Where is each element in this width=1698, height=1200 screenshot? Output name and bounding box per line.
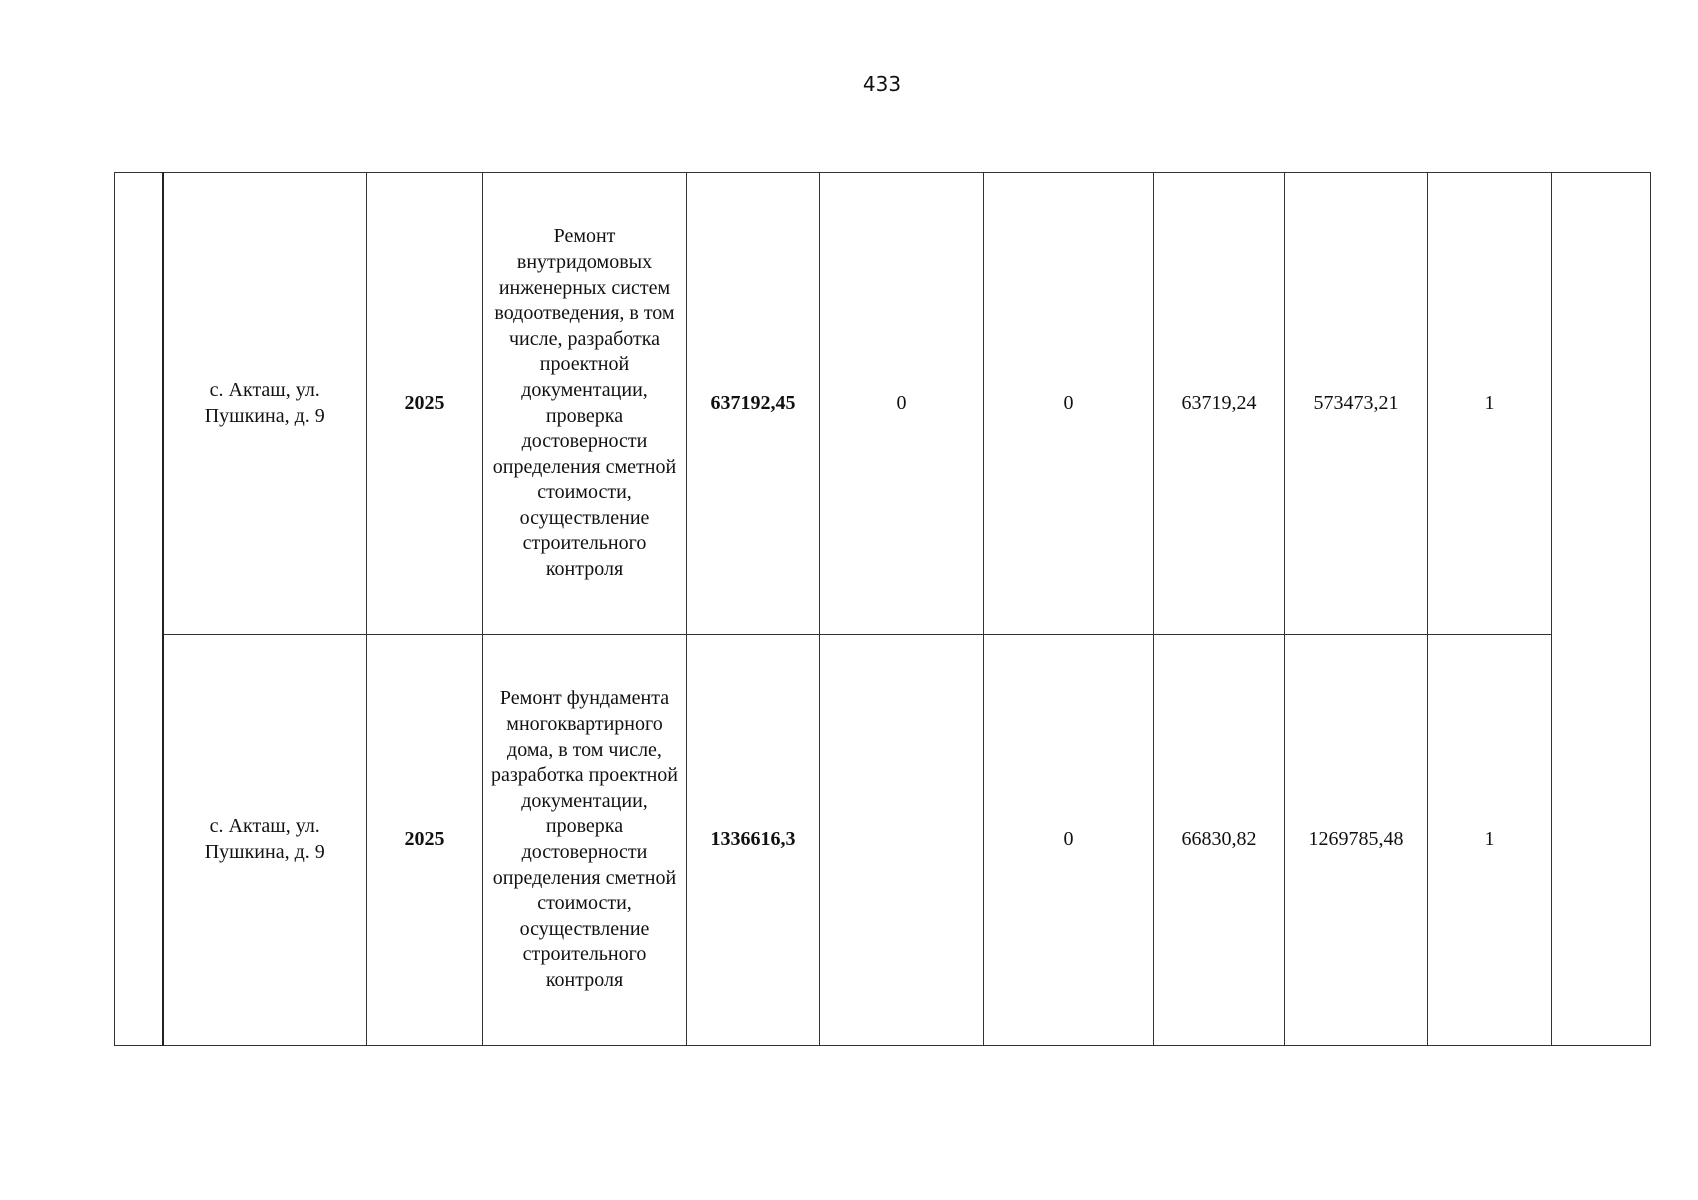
page-number: 433: [862, 72, 902, 96]
total-cost-cell: [687, 173, 820, 635]
total-cost-text: 637192,45: [710, 391, 796, 414]
trailing-cell: [1552, 173, 1651, 1046]
works-table: [114, 172, 1651, 1046]
table-row: [115, 635, 1651, 1046]
year-text: 2025: [404, 828, 445, 851]
value-cell-10: [1428, 173, 1552, 635]
row-number-cell: [115, 173, 163, 1046]
value-text-10: 1: [1484, 391, 1495, 414]
year-text: 2025: [404, 391, 445, 414]
year-cell: [367, 173, 483, 635]
address-cell: [163, 173, 367, 635]
work-description-cell: [483, 173, 687, 635]
value-cell-8: [1154, 173, 1285, 635]
year-cell: [367, 635, 483, 1046]
value-text-6: 0: [896, 391, 907, 414]
value-cell-6: [820, 173, 984, 635]
address-cell: [163, 635, 367, 1046]
value-cell-9: [1285, 173, 1428, 635]
value-cell-8: [1154, 635, 1285, 1046]
value-text-8: 66830,82: [1181, 828, 1257, 851]
total-cost-text: 1336616,3: [710, 828, 796, 851]
total-cost-cell: [687, 635, 820, 1046]
value-cell-6: [820, 635, 984, 1046]
address-text: с. Акташ, ул. Пушкина, д. 9: [204, 815, 325, 863]
value-cell-7: [984, 635, 1154, 1046]
work-description-text: Ремонт внутридомовых инженерных систем водоотведения, в том числе, разработка проектной документации, проверка достоверности определения сметной стоимости, осуществление строительного контроля: [492, 225, 677, 581]
value-cell-7: [984, 173, 1154, 635]
value-text-7: 0: [1063, 391, 1074, 414]
value-text-8: 63719,24: [1181, 391, 1257, 414]
value-text-10: 1: [1484, 828, 1495, 851]
value-cell-9: [1285, 635, 1428, 1046]
value-text-7: 0: [1063, 828, 1074, 851]
table-row: [115, 173, 1651, 635]
value-text-9: 573473,21: [1313, 391, 1399, 414]
address-text: с. Акташ, ул. Пушкина, д. 9: [204, 378, 325, 427]
work-description-text: Ремонт фундамента многоквартирного дома, в том числе, разработка проектной документации, проверка достоверности определения сметной стоимости, осуществление строительного контроля: [490, 687, 679, 991]
work-description-cell: [483, 635, 687, 1046]
value-cell-10: [1428, 635, 1552, 1046]
value-text-9: 1269785,48: [1308, 828, 1404, 851]
